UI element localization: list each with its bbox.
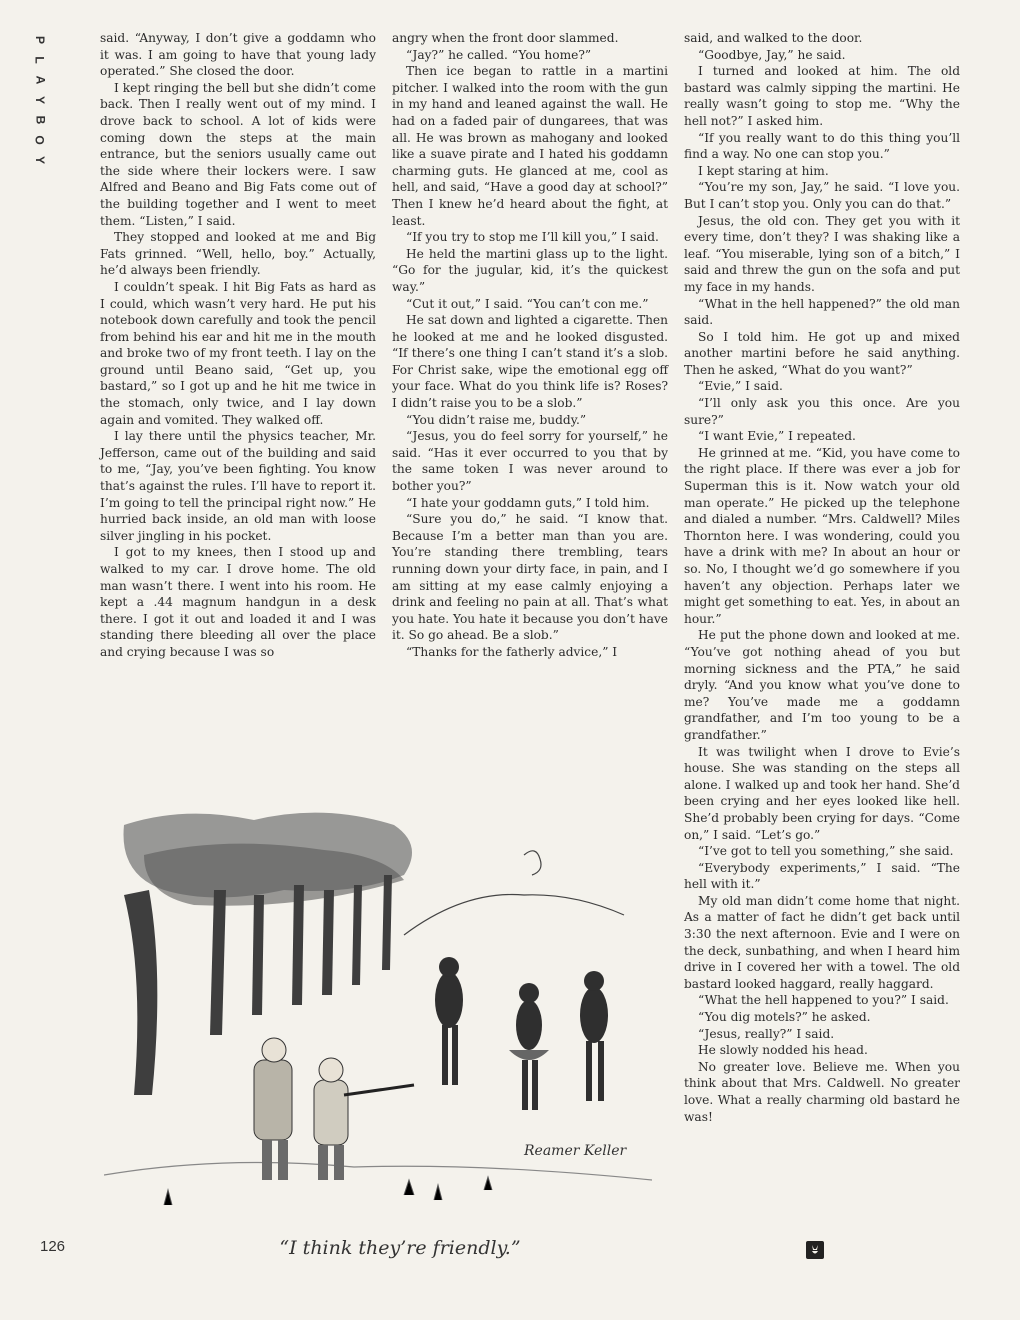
rabbit-head-end-mark-icon <box>806 1241 824 1259</box>
text-column-3 <box>684 30 960 1125</box>
paragraph: “You dig motels?” he asked. <box>698 1010 871 1025</box>
paragraph: “Jesus, really?” I said. <box>698 1026 835 1041</box>
paragraph: It was twilight when I drove to Evie’s house. She was standing on the steps all alone. I walked up and took her hand. She’d been crying and her eyes looked like hell. She’d probably been crying for days. “Come on,” I said. “Let’s go.” <box>684 744 960 842</box>
paragraph: “What in the hell happened?” the old man said. <box>684 296 960 328</box>
paragraph: I kept staring at him. <box>698 163 829 178</box>
paragraph: “Evie,” I said. <box>698 379 783 394</box>
paragraph: He slowly nodded his head. <box>698 1043 868 1058</box>
masthead-letter: B <box>32 115 47 125</box>
paragraph: “Thanks for the fatherly advice,” I <box>406 644 618 659</box>
paragraph: I couldn’t speak. I hit Big Fats as hard as I could, which wasn’t very hard. He put his notebook down carefully and took the pencil from behind his ear and hit me in the mouth and broke two of my front teeth. I lay on the ground until Beano said, “Get up, you bastard,” so I got up and he hit me twice in the stomach, only twice, and I lay down again and vomited. They walked off. <box>100 279 376 427</box>
paragraph: I turned and looked at him. The old bastard was calmly sipping the martini. He really wasn’t going to stop me. “Why the hell not?” I asked him. <box>684 64 960 128</box>
paragraph: “I hate your goddamn guts,” I told him. <box>406 495 650 510</box>
paragraph: “I’ll only ask you this once. Are you sure?” <box>684 396 960 427</box>
masthead-letter: A <box>32 75 47 85</box>
paragraph: I got to my knees, then I stood up and walked to my car. I drove home. The old man wasn’t there. I went into his room. He kept a .44 magnum handgun in a desk there. I got it out and loaded it and I was standing there bleeding all over the place and crying because I was so <box>100 545 376 659</box>
paragraph: angry when the front door slammed. <box>392 31 619 45</box>
paragraph: He sat down and lighted a cigarette. Then he looked at me and he looked disgusted. “If there’s one thing I can’t stand it’s a slob. For Christ sake, wipe the emotional egg off your face. What do you think life is? Roses? I didn’t raise you to be a slob.” <box>392 313 668 411</box>
masthead-letter: Y <box>32 95 47 105</box>
cartoon-signature: Reamer Keller <box>524 1143 627 1159</box>
paragraph: “Jay?” he called. “You home?” <box>406 47 592 62</box>
masthead-letter: Y <box>32 155 47 165</box>
page-number: 126 <box>40 1238 66 1255</box>
masthead-letter: L <box>33 56 47 64</box>
paragraph: “I’ve got to tell you something,” she said. <box>698 844 954 859</box>
paragraph: I lay there until the physics teacher, Mr. Jefferson, came out of the building and said to me, “Jay, you’ve been fighting. You know that’s against the rules. I’ll have to report it. I’m going to tell the principal right now.” He hurried back inside, an old man with loose silver jingling in his pocket. <box>100 429 376 543</box>
text-column-2 <box>392 30 668 661</box>
grass-tufts <box>164 1177 492 1205</box>
masthead-letter: P <box>32 35 47 45</box>
text-column-1 <box>100 30 376 661</box>
paragraph: “Goodbye, Jay,” he said. <box>698 47 846 62</box>
paragraph: “You didn’t raise me, buddy.” <box>406 412 587 427</box>
paragraph: “You’re my son, Jay,” he said. “I love you. But I can’t stop you. Only you can do that.” <box>684 180 960 211</box>
paragraph: “Sure you do,” he said. “I know that. Because I’m a better man than you are. You’re standing there trembling, tears running down your dirty face, in pain, and I am sitting at my ease calmly enjoying a drink and feeling no pain at all. That’s what you hate. You hate it because you don’t have it. So go ahead. Be a slob.” <box>392 512 668 643</box>
paragraph: “If you try to stop me I’ll kill you,” I said. <box>406 230 659 245</box>
paragraph: He put the phone down and looked at me. “You’ve got nothing ahead of you but morning sickness and the PTA,” he said dryly. “And you know what you’ve done to me? You’ve made me a goddamn grandfather, and I’m too young to be a grandfather.” <box>684 628 960 742</box>
paragraph: So I told him. He got up and mixed another martini before he said anything. Then he asked, “What do you want?” <box>684 329 960 377</box>
paragraph: said. “Anyway, I don’t give a goddamn who it was. I am going to have that young lady operated.” She closed the door. <box>100 31 376 79</box>
paragraph: Jesus, the old con. They get you with it every time, don’t they? I was shaking like a leaf. “You miserable, lying son of a bitch,” I said and threw the gun on the sofa and put my face in my hands. <box>684 213 960 294</box>
paragraph: No greater love. Believe me. When you think about that Mrs. Caldwell. No greater love. What a really charming old bastard he was! <box>684 1059 960 1124</box>
masthead-letter: O <box>33 135 47 145</box>
cartoon-illustration <box>104 795 652 1230</box>
paragraph: “What the hell happened to you?” I said. <box>698 993 949 1008</box>
paragraph: “Everybody experiments,” I said. “The hell with it.” <box>684 860 960 892</box>
paragraph: Then ice began to rattle in a martini pitcher. I walked into the room with the gun in my hand and leaned against the wall. He had on a faded pair of dungarees, that was all. He was brown as mahogany and looked like a suave pirate and I hated his goddamn charming guts. He glanced at me, cool as hell, and said, “Have a good day at school?” Then I knew he’d heard about the fight, at least. <box>392 64 668 228</box>
paragraph: He grinned at me. “Kid, you have come to the right place. If there was ever a job for Superman this is it. Now watch your old man operate.” He picked up the telephone and dialed a number. “Mrs. Caldwell? Miles Thornton here. I was wondering, could you have a drink with me? In about an hour or so. No, I thought we’d go somewhere if you haven’t any objection. Perhaps later we might get something to eat. Yes, in about an hour.” <box>684 445 960 626</box>
paragraph: “Jesus, you do feel sorry for yourself,” he said. “Has it ever occurred to you that by the same token I was never around to bother you?” <box>392 429 668 494</box>
paragraph: “If you really want to do this thing you’ll find a way. No one can stop you.” <box>684 130 960 162</box>
paragraph: “Cut it out,” I said. “You can’t con me.” <box>406 296 649 311</box>
cartoon-caption: “I think they’re friendly.” <box>279 1237 521 1259</box>
paragraph: “I want Evie,” I repeated. <box>698 429 856 444</box>
paragraph: My old man didn’t come home that night. As a matter of fact he didn’t get back until 3:30 the next afternoon. Evie and I were on the deck, sunbathing, and when I heard him drive in I covered her with a towel. The old bastard looked haggard, really haggard. <box>684 893 960 991</box>
paragraph: They stopped and looked at me and Big Fats grinned. “Well, hello, boy.” Actually, he’d always been friendly. <box>100 230 376 278</box>
magazine-masthead <box>24 30 54 170</box>
hunters <box>254 1038 414 1180</box>
paragraph: said, and walked to the door. <box>684 31 863 45</box>
dancers <box>435 957 608 1110</box>
tree-canopy <box>124 813 413 906</box>
paragraph: I kept ringing the bell but she didn’t come back. Then I really went out of my mind. I drove back to school. A lot of kids were coming down the steps at the main entrance, but the seniors usually came out the side where their lockers were. I saw Alfred and Beano and Big Fats come out of the building together and I went to meet them. “Listen,” I said. <box>100 80 376 228</box>
paragraph: He held the martini glass up to the light. “Go for the jugular, kid, it’s the quickest way.” <box>392 246 668 294</box>
